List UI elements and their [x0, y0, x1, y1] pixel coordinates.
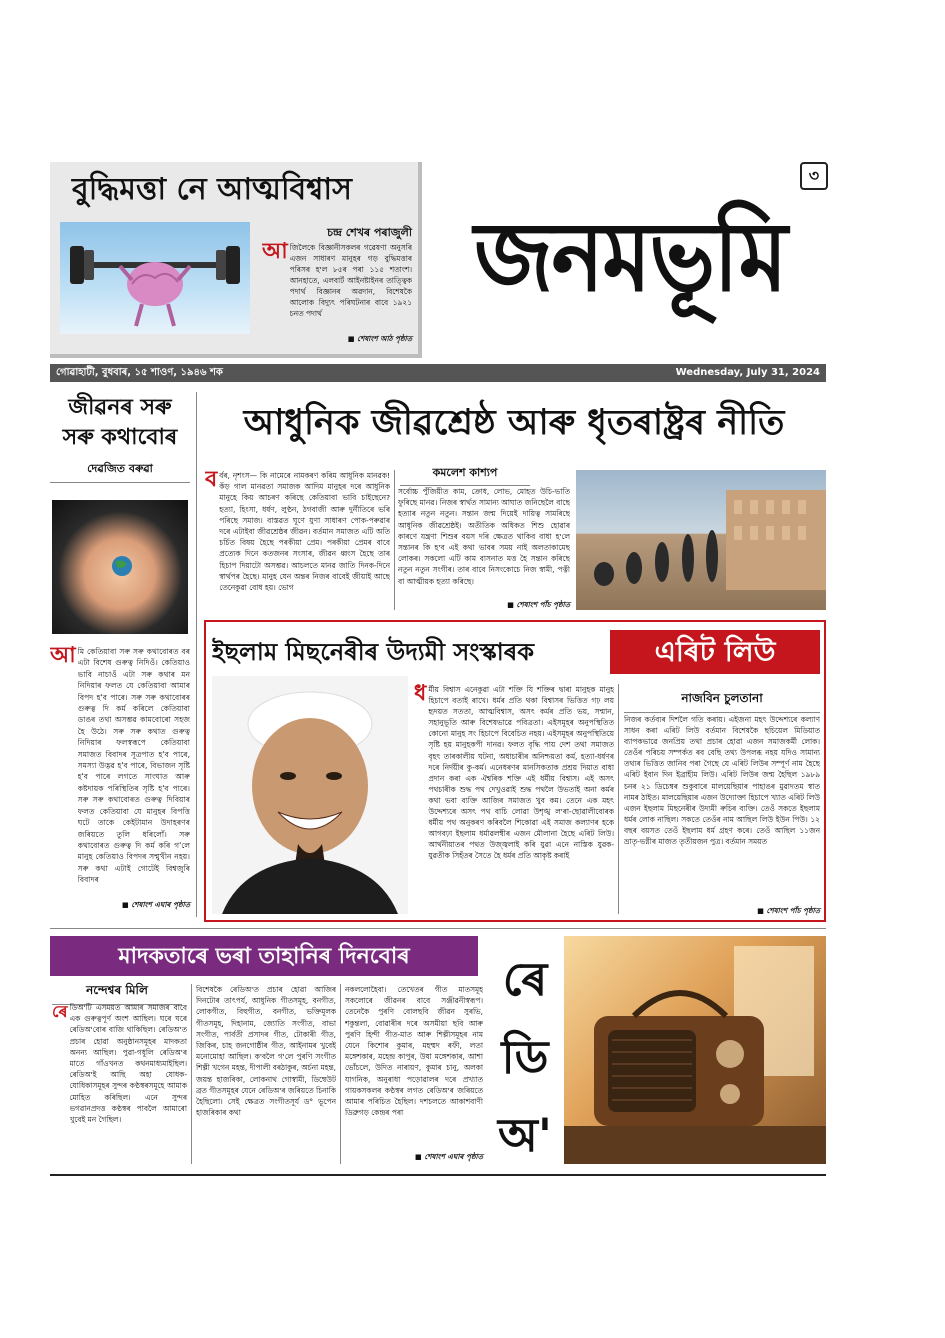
radio-vertical-3: অ' — [498, 1108, 552, 1162]
date-left: গোৱাহাটী, বুধবাৰ, ১৫ শাওণ, ১৯৪৬ শক — [56, 367, 223, 378]
life-continued-text: শেষাংশ এঘাৰ পৃষ্ঠাত — [131, 900, 190, 909]
life-headline-1: জীৱনৰ সৰু — [68, 394, 172, 420]
radio-body-2: বিশেষকৈ ৰেডিঅ'ত প্ৰচাৰ হোৱা আজিৰ দিনটোৰ তাৎপৰ্য, আধুনিক গীতসমূহ, বনগীত, লোকগীত, বিহুগীত, বনগীত, ভক্তিমূলক গীতসমূহ, দিহানাম, জ্যোতি সংগীত, বাভা সংগীত, পাৰ্বতী প্ৰসাদৰ গীত, টোকাৰী গীত, জিকিৰ, চাহ জনগোষ্ঠীৰ গীত, আইনামৰ খুবেই মনোমোহা আছিল। ক'বলৈ গ'লে পুৰণি সংগীত শিল্পী খগেন মহন্ত, দীপালী বৰঠাকুৰ, অৰ্চনা মহন্ত, জয়ন্ত হাজৰিকা, লোকনাথ গোস্বামী, ডিম্বেউট ব্ৰত গীতসমূহৰ যেনে ৰেডিঅ'ৰ জৰিয়তে চিনাকি হৈছিলো। সেই ক্ষেত্ৰত সংগীতসূৰ্য ড° ভূপেন হাজৰিকাৰ কথা — [196, 985, 336, 1118]
lead-body-1: ৰ্বৰ, নৃশংস— কি নামেৰে নামকৰণ কৰিম আধুনিক মানৱক! কঁড় গাল মানৱতা সমাজক আদিম মানুহৰ দৰে আধুনিক মানুহে কিয় আচৰণ কৰিছে কেতিয়াবা ভাবি চাইছেনে? হত্যা, হিংসা, ধৰ্ষণ, লুণ্ঠন, ঠগবাজী আৰু দুৰ্নীতিৰে ভৰি পৰিছে সমাজ। বাস্তৱত ঘূণে যুণা সাধাৰণ পোক-পৰুৱাৰ দৰে এটাইবা জীৱশ্ৰেষ্ঠৰ জীৱন। বৰ্তমান সমাজত এটি অতি চৰ্চিত বিষয় হৈছে পৰকীয়া প্ৰেম। পৰকীয়া প্ৰেমৰ বাবে প্ৰত্যেক দিনে কতজনৰ সংসাৰ, জীৱন ধ্বংস হৈছে তাৰ হিচাপ দিয়াটো অসম্ভৱ। আচলতে মানৱ জাতি দিনক-দিনে স্বাৰ্থপৰ হৈছে। মানুহ যেন অন্তৰ নিজৰ বাবেই জীয়াই আছে তেনেকুৱা বোধ হয়। ভোগ — [219, 471, 390, 593]
profile-author: নাজবিন চুলতানা — [624, 690, 820, 713]
lead-text-2 — [398, 486, 570, 598]
page-number: ৩ — [808, 166, 820, 185]
radio-continued: ■ শেষাংশ এঘাৰ পৃষ্ঠাত — [415, 1152, 483, 1161]
bottom-rule — [50, 1174, 826, 1176]
evolution-image — [576, 470, 826, 610]
radio-drop-cap: ৰে — [52, 1002, 68, 1021]
teaser-author: চন্দ্ৰ শেখৰ পৰাজুলী — [327, 226, 412, 239]
column-divider — [618, 684, 619, 914]
teaser-continued-text: শেষাংশ আঠ পৃষ্ঠাত — [357, 334, 412, 343]
life-text — [50, 646, 190, 898]
lead-body-2: সৰ্বোচ্চ পুঁজিয়ীত কাম, ক্ৰোধ, লোভ, মোহত উচি-ভাতি ফুৰিছে মানৱ। নিজৰ স্বাৰ্থত সামান্য আঘাত জনিছেলৈ বাছে হত্যাৰ নতুন নতুন। সন্তান জন্ম দিয়েই দায়িত্ব সামৰিছে আধুনিক জীৱশ্ৰেষ্ঠই। অতীতিক অধিকত শিশু হোৱাৰ কাৰণে যন্ত্ৰণা শিশুৰ বয়স দৰি ক্ষেত্ৰত থাকিব বাধা হ'লে সন্তানৰ কি হ'ব এই কথা ভাবৰ সময় নাই অলতাকামেছ লোকৰ। সকলো এটি কাম বাসনাত মত্ত হৈ সন্তান কৰিছে নতুন নতুন সংগীৰ। তাৰ বাবে নিসংকোচে নিজ স্বামী, পত্নী বা আত্মীয়ক হত্যা কৰিছে। — [398, 487, 570, 586]
radio-author: নন্দেশ্বৰ মিলি — [52, 982, 182, 1005]
column-divider — [394, 470, 395, 610]
life-body: মি কেতিয়াবা সৰু সৰু কথাবোৰত বৰ এটা বিশেষ গুৰুত্ব নিদিওঁ। কেতিয়াও ভাবি নাচাওঁ এটা সৰু কথাৰ মন নিদিয়াৰ ফলত যে কেতিয়াবা আমাৰ বিপদ হ'ব পাৰে। সৰু সৰু কথাবোৰৰ গুৰুত্ব দি কৰ্ম কৰিলে কেতিয়াবা ডাঙৰ তথা অসম্ভৱ কামবোৰো সহজ হৈ উঠে। সৰু সৰু কথাত গুৰুত্ব নিদিয়াৰ ফলস্বৰূপে কেতিয়াবা সমাজত বিবাদৰ সূত্ৰপাত হ'ব পাৰে, সমস্যা উদ্ভৱ হ'ব পাৰে, বিভাজন সৃষ্টি হ'ব পাৰে লগতে সাংঘাত আৰু কষ্টদায়ক পৰিস্থিতিৰ সৃষ্টি হ'ব পাৰে। সৰু সৰু কথাবোৰত গুৰুত্ব দিবিয়াৰ ফলত কেতিয়াবা যে মানুহৰ বিপত্তি ঘটে তাকে কেইটামান উদাহৰণৰ জৰিয়তে তুলি ধৰিলোঁ। সৰু কথাবোৰত গুৰুত্ব দি কৰ্ম কৰি গ'লে মানুহ কেতিয়াও বিপদৰ সন্মুখীন নহয়। সৰু কথা এটাই গোটেই বিশ্বজুৰি বিবাদৰ — [77, 647, 190, 885]
masthead-title: জনমভূমি — [474, 200, 786, 313]
profile-tag: এৰিট লিউ — [610, 630, 820, 674]
teaser-drop-cap: আ — [262, 242, 288, 264]
lead-author: কমলেশ কাশ্যপ — [400, 464, 530, 486]
hand-globe-image — [52, 500, 188, 634]
teaser-headline: বুদ্ধিমত্তা নে আত্মবিশ্বাস — [72, 172, 352, 207]
teaser-text — [262, 242, 412, 334]
life-section — [50, 392, 190, 917]
lead-text-1 — [205, 470, 390, 610]
column-divider — [340, 984, 341, 1164]
page-number-box — [800, 162, 828, 190]
radio-text-1 — [52, 1002, 187, 1164]
vintage-radio-image — [564, 936, 826, 1164]
profile-headline: ইছলাম মিছনেৰীৰ উদ্যমী সংস্কাৰক — [212, 637, 535, 666]
profile-body-2: নিজৰ কৰ্তব্যৰ দিশলৈ গতি কৰায়। এইজনা মহৎ উদ্দেশ্যৰে কল্যাণ সাধন কৰা এৰিট লিউ বৰ্তমান বিশেষকৈ ছচিয়েল মিডিয়াত ব্যাপকভাৱে জনপ্ৰিয় তথা প্ৰচাৰ হোৱা এজন সমাজকৰ্মী লোক। তেওঁৰ পৰিচয় সম্পৰ্কত ৰব বেছি তথ্য উপলব্ধ নহয় যদিও সামান্য তথ্যৰ ভিত্তিত জানিব পৰা গৈছে যে এৰিট লিউৰ সম্পূৰ্ণ নাম হৈছে এৰিট ইবান দিন ইব্ৰাহীম লিউ। এৰিট লিউৰ জন্ম হৈছিল ১৯৮৯ চনৰ ২১ ডিচেম্বৰ শুকুবাৰে মালয়েছিয়াৰ পাহাঙৰ মুৱাদতম স্বাত নামৰ ঠাইত। মালয়েছিয়াৰ এজন উদ্যোক্তা হিচাপে খ্যাত এৰিট লিউ এজন ইছলাম মিছনেৰীৰ উদ্যমী ৰুচিৰ ব্যক্তি। তেওঁ সকতে ইছলাম ধৰ্মৰ লোক নাছিল। সকতে তেওঁৰ নাম আছিল লিউ ইউন পিউ। ১২ বছৰ বয়সত তেওঁ ইছলাম ধৰ্ম গ্ৰহণ কৰে। তেওঁ আছিল ১১জন ভ্ৰাতৃ-ভগ্নীৰ মাজত তৃতীয়জন পুত্ৰ। বৰ্তমান সময়ত — [624, 715, 820, 847]
lead-headline: আধুনিক জীৱশ্ৰেষ্ঠ আৰু ধৃতৰাষ্ট্ৰৰ নীতি — [243, 402, 785, 443]
radio-vertical-2: ডি — [501, 1030, 549, 1084]
life-continued: ■ শেষাংশ এঘাৰ পৃষ্ঠাত — [122, 900, 190, 909]
radio-text-2 — [196, 984, 336, 1164]
lead-continued-text: শেষাংশ পাঁচ পৃষ্ঠাত — [516, 600, 570, 609]
profile-body-1: ৰ্মীয় বিশ্বাস এনেকুৱা এটা শক্তি যি শক্তিৰ দ্বাৰা মানুহক মানুহ হিচাপে বতাই ৰাখে। ধৰ্মৰ প্ৰতি থকা বিশ্বাসৰ ভিত্তিত গঢ় লয় হৃদয়ত সততা, আত্মবিশ্বাস, অসৎ কৰ্মৰ প্ৰতি ভয়, সন্মান, সহানুভূতি আৰু বিশেষভাৱে পবিত্ৰতা। এইসমূহৰ অনুপস্থিতিত কোনো মানুহ সং হিচাপে বিবেচিত নহয়। এইসমূহৰ অনুপস্থিতিয়ে সৃষ্টি হয় মানুহকপী দানৱ। ফলত বৃদ্ধি পায় দেশ তথা সমাজত বৃহৎ তাৰকালীয় ঘটনা, অধাচাৰীৰ অনিশ্চয়তা কৰ্ম, হত্যা-ধৰ্ষণৰ দৰে নিৰ্দয়ীৰ কু-কৰ্ম। এনেধৰণৰ মানসিকতাক প্ৰশ্ৰয় দিয়াত বাধা প্ৰদান কৰা এক ঐশ্বৰিক শক্তি এই ধৰ্মীয় বিশ্বাস। এই অসৎ পথচাৰীক শুদ্ধ পথ দেখুওৱাই শুদ্ধ পথলৈ উভতাই অনা কৰ্মৰ কথা ভবা ব্যক্তি আজিৰ সমাজত খুব কম। তেনে এক মহৎ উদ্দেশ্যৰে অসৎ পথ বাচি লোৱা উশৃঙ্খ ল'ৰা-ছোৱালীবোৰক ধৰ্মীয় পথ অনুকৰণ কৰিবলৈ শিকোৱা এই সমাজ কল্যাণৰ হকে আগবঢ়া ইছলাম ধৰ্মাৱলম্বীৰ এজন মৌলানা হৈছে এৰিট লিউ। আৰ্থনীয়াতৰ পথত উজ্জ্বলাই কৰি যুৱা এনে নাস্তিক যুৱক-যুৱতীক সিহঁতৰ সৈতে হৈ ধৰ্মৰ প্ৰতি আকৃষ্ট কৰাই — [428, 685, 614, 861]
radio-body-3: নকললোহৈবা। তেখেতৰ গীত মাতসমূহ সকলোৰে জীৱনৰ বাবে সঞ্জীৱনীস্বৰূপ। তেনেকৈ পুৰণি বোলছবি জীৱন সুৰভি, শকুন্তলা, বোৱাৰীৰ দৰে অসমীয়া ছবি আৰু পুৰণি হিন্দী গীত-মাত আৰু শিল্পীসমূহৰ নাম যেনে কিশোৰ কুমাৰ, মহম্মদ ৰফী, লতা মঙ্গেশকাৰ, মহেন্দ্ৰ কাপুৰ, উষা মঙ্গেশকাৰ, আশা ভোঁচলে, উদিত নাৰায়ণ, কুমাৰ চানু, অলকা যাগনিক, অনুৰাধা পড়োৱালৰ দৰে প্ৰখ্যাত গায়কসকলৰ কণ্ঠস্বৰ লগত ৰেডিঅ'ৰ জৰিয়তে আমাৰ পৰিচিত হৈছিল। দশচলতে আকাশবাণী ডিব্ৰুগড় কেন্দ্ৰৰ পৰা — [345, 985, 483, 1118]
date-right: Wednesday, July 31, 2024 — [675, 367, 820, 378]
profile-text-1 — [414, 684, 614, 918]
life-headline-2: সৰু কথাবোৰ — [62, 424, 178, 450]
life-drop-cap: আ — [50, 646, 76, 668]
column-divider — [191, 984, 192, 1164]
profile-continued: ■ শেষাংশ পাঁচ পৃষ্ঠাত — [757, 906, 820, 915]
radio-body-1: ডিঅ'টি এসময়ত আমাৰ সমাজৰ বাবে এক গুৰুত্বপূৰ্ণ অংশ আছিল। ঘৰে ঘৰে ৰেডিঅ'বোৰ বাজি থাকিছিল। ৰেডিঅ'ত প্ৰচাৰ হোৱা অনুষ্ঠানসমূহৰ মাদকতা অনন্য আছিল। পুৱা-গধূলি ৰেডিঅ'ৰ মাতে গাঁওখনত কথনমাধ্যমাইছিল। ৰেডিঅ'ই আছি অহা যোধক-যোধিকাসমূহৰ সুন্দৰ কণ্ঠস্বৰসমূহে আমাক মোহিত কৰিছিল। এনে সুন্দৰ ভগৱানপ্ৰদত্ত কণ্ঠস্বৰ পাবলৈ আমাৰো খুবেই মন গৈছিল। — [69, 1003, 187, 1125]
portrait-photo — [212, 676, 408, 914]
radio-headline: মাদকতাৰে ভৰা তাহানিৰ দিনবোৰ — [50, 936, 478, 976]
teaser-body: জিলৈকে বিজ্ঞানীসকলৰ গৱেষণা অনুসৰি এজন সাধাৰণ মানুহৰ গড় বুদ্ধিমত্তাৰ পৰিসৰ হ'ল ৮৫ৰ পৰা ১১৫ শতাংশ। আনহাতে, এলবাৰ্ট আইনষ্টাইনৰ তাত্ত্বিক পদাৰ্থ বিজ্ঞানৰ অৱদান, বিশেষকৈ আলোক বিদ্যুৎ পৰিঘটনাৰ বাবে ১৯২১ চনত পদাৰ্থ — [289, 243, 412, 318]
lead-drop-cap: ব — [205, 470, 218, 492]
section-divider — [50, 928, 826, 929]
column-divider — [196, 392, 197, 917]
radio-vertical-1: ৰে — [502, 952, 548, 1006]
life-author: দেৱজিত বৰুৱা — [50, 460, 190, 483]
profile-drop-cap: ধ — [414, 684, 427, 706]
radio-text-3 — [345, 984, 483, 1150]
lead-continued: ■ শেষাংশ পাঁচ পৃষ্ঠাত — [507, 600, 570, 609]
radio-vertical-title — [492, 940, 558, 1174]
dumbbell-brain-image — [60, 222, 250, 334]
date-bar — [50, 364, 826, 382]
teaser-continued: ■ শেষাংশ আঠ পৃষ্ঠাত — [347, 334, 412, 343]
teaser-box — [50, 162, 422, 358]
profile-continued-text: শেষাংশ পাঁচ পৃষ্ঠাত — [766, 906, 820, 915]
radio-continued-text: শেষাংশ এঘাৰ পৃষ্ঠাত — [424, 1152, 483, 1161]
profile-text-2 — [624, 714, 820, 904]
